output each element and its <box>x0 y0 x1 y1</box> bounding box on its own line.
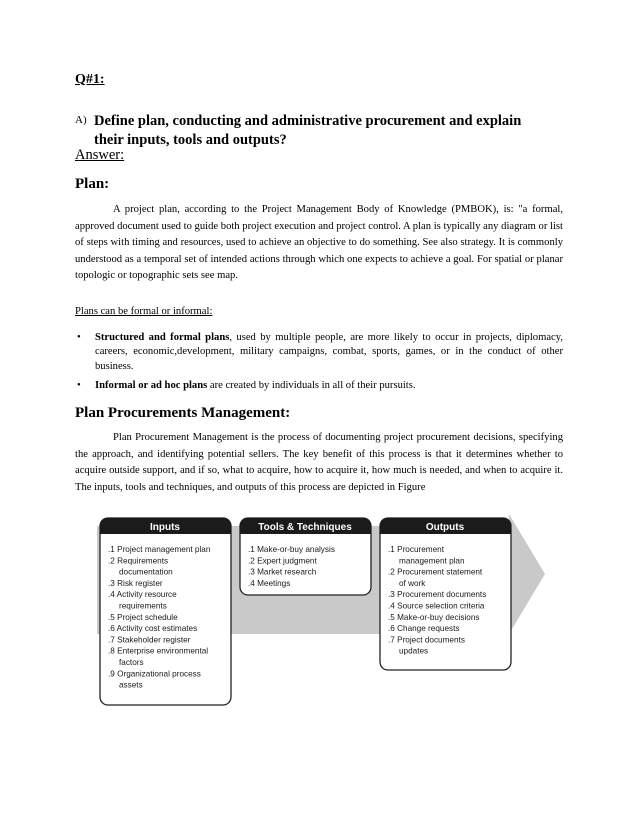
question-text-line2: their inputs, tools and outputs? <box>94 132 287 148</box>
plan-heading: Plan: <box>75 176 110 192</box>
tools-line: .4 Meetings <box>248 578 291 588</box>
inputs-line: .2 Requirements <box>108 556 169 566</box>
plan-paragraph-text: A project plan, according to the Project Management Body of Knowledge (PMBOK), is: "a formal, approved document used to guide both project execution and project control. A plan is typically any diagram or list of steps with timing and resources, used to achieve an objective to do something. See also strategy. It is commonly understood as a temporal set of intended actions through which one expects to achieve a goal. For spatial or planar topologic or topographic sets see map. <box>75 204 563 282</box>
bullet-item <box>75 331 563 374</box>
outputs-line: management plan <box>399 556 465 566</box>
inputs-line: .1 Project management plan <box>108 545 211 554</box>
process-figure <box>97 514 545 709</box>
inputs-line: factors <box>119 658 144 667</box>
plans-formal-note: Plans can be formal or informal: <box>75 306 213 317</box>
plan-paragraph <box>75 202 563 285</box>
outputs-line: .5 Make-or-buy decisions <box>388 612 480 622</box>
tools-title: Tools & Techniques <box>258 522 352 533</box>
tools-line: .3 Market research <box>248 567 317 577</box>
outputs-line: .2 Procurement statement <box>388 567 483 577</box>
inputs-box <box>100 518 231 705</box>
outputs-box <box>380 518 511 670</box>
bullet-item <box>75 379 563 393</box>
inputs-line: .8 Enterprise environmental <box>108 646 209 656</box>
outputs-title: Outputs <box>425 522 465 533</box>
inputs-line: assets <box>119 680 143 690</box>
tools-box <box>240 518 371 595</box>
outputs-line: .6 Change requests <box>388 624 460 634</box>
bullet-text: are created by individuals in all of their pursuits. <box>207 380 416 392</box>
outputs-line: .7 Project documents <box>388 635 465 645</box>
procurement-paragraph <box>75 430 563 496</box>
question-label: A) <box>75 114 87 126</box>
inputs-line: .4 Activity resource <box>108 590 177 600</box>
outputs-line: .3 Procurement documents <box>388 590 487 600</box>
bullet-bold: Structured and formal plans <box>95 332 230 343</box>
question-number: Q#1: <box>75 72 105 87</box>
inputs-line: .3 Risk register <box>108 578 163 588</box>
procurement-heading: Plan Procurements Management: <box>75 405 291 421</box>
inputs-title: Inputs <box>150 522 180 533</box>
bullet-text: , used by multiple people, are more likely to occur in projects, diplomacy, careers, economic,development, military campaigns, combat, sports, games, or in the conduct of other business. <box>95 332 563 372</box>
bullet-icon: • <box>77 332 81 343</box>
bullet-bold: Informal or ad hoc plans <box>95 380 208 392</box>
inputs-line: .6 Activity cost estimates <box>108 624 198 634</box>
outputs-line: .4 Source selection criteria <box>388 601 485 611</box>
tools-line: .1 Make-or-buy analysis <box>248 545 335 554</box>
answer-label: Answer: <box>75 147 125 163</box>
inputs-line: requirements <box>119 601 167 611</box>
outputs-line: of work <box>399 578 426 588</box>
bullet-icon: • <box>77 380 81 392</box>
inputs-line: documentation <box>119 567 173 577</box>
plans-bullet-list <box>75 331 563 399</box>
inputs-line: .9 Organizational process <box>108 669 201 679</box>
procurement-paragraph-text: Plan Procurement Management is the process of documenting project procurement decisions, specifying the approach, and identifying potential sellers. The key benefit of this process is that it determines whether to acquire outside support, and if so, what to acquire, how to acquire it, how much is needed, and when to acquire it. The inputs, tools and techniques, and outputs of this process are depicted in Figure <box>75 432 563 493</box>
inputs-line: .5 Project schedule <box>108 612 178 622</box>
tools-line: .2 Expert judgment <box>248 556 317 566</box>
outputs-line: .1 Procurement <box>388 545 444 554</box>
inputs-line: .7 Stakeholder register <box>108 635 191 645</box>
outputs-line: updates <box>399 646 429 656</box>
question-text-line1: Define plan, conducting and administrative procurement and explain <box>94 113 522 129</box>
